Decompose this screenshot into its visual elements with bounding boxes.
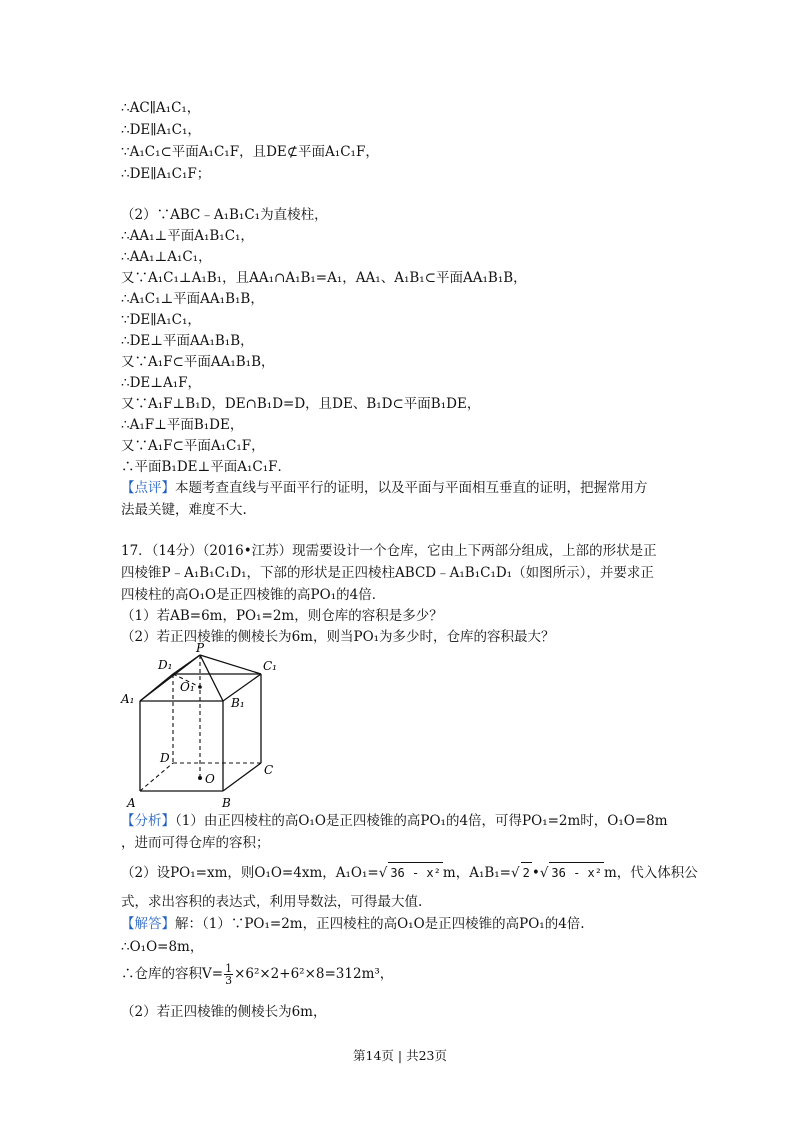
comment-line: 法最关键，难度不大. [121, 502, 247, 518]
problem-text: 四棱柱的高O₁O是正四棱锥的高PO₁的4倍． [121, 587, 386, 603]
proof-line: ∵A₁C₁⊂平面A₁C₁F，且DE⊄平面A₁C₁F， [121, 144, 379, 160]
proof-line: ∴DE∥A₁C₁， [121, 122, 201, 138]
analysis-text: （1）由正四棱柱的高O₁O是正四棱锥的高PO₁的4倍，可得PO₁=2m时，O₁O=8m [175, 813, 668, 829]
page-footer: 第14页 | 共23页 [353, 1048, 447, 1063]
label-C: C [264, 763, 274, 777]
proof-line: ∴DE⊥A₁F， [121, 375, 201, 391]
analysis-text: • [531, 865, 540, 881]
proof-line: ∴AA₁⊥平面A₁B₁C₁， [121, 228, 254, 244]
proof-line: ∴AC∥A₁C₁， [121, 100, 201, 116]
analysis-tag: 【分析】 [121, 813, 175, 829]
warehouse-figure [118, 641, 288, 811]
analysis-line: 式，求出容积的表达式，利用导数法，可得最大值. [121, 894, 423, 910]
proof-line: ∵DE∥A₁C₁， [121, 312, 201, 328]
comment-text: 本题考查直线与平面平行的证明，以及平面与平面相互垂直的证明，把握常用方 [175, 480, 648, 496]
proof-line: 又∵A₁C₁⊥A₁B₁，且AA₁∩A₁B₁=A₁，AA₁、A₁B₁⊂平面AA₁B₁B， [121, 270, 527, 286]
analysis-text: （2）设PO₁=xm，则O₁O=4xm，A₁O₁= [121, 865, 379, 881]
label-D1: D₁ [158, 658, 173, 672]
label-D: D [160, 751, 170, 765]
label-O: O [205, 772, 215, 786]
solution-line: （2）若正四棱锥的侧棱长为6m， [121, 1004, 327, 1020]
proof-line: ∴A₁F⊥平面B₁DE， [121, 417, 244, 433]
proof-line: 又∵A₁F⊂平面AA₁B₁B， [121, 354, 275, 370]
comment-tag: 【点评】 [121, 480, 175, 496]
solution-line: ∴O₁O=8m， [121, 939, 204, 955]
solution-text: 解：（1）∵PO₁=2m，正四棱柱的高O₁O是正四棱锥的高PO₁的4倍. [175, 916, 585, 932]
proof-line: ∴DE⊥平面AA₁B₁B， [121, 333, 254, 349]
label-B: B [222, 796, 231, 810]
solution-line [121, 914, 585, 934]
fraction-denominator: 3 [225, 974, 233, 987]
analysis-text: m，代入体积公 [604, 865, 698, 881]
proof-line: 又∵A₁F⊥B₁D，DE∩B₁D=D，且DE、B₁D⊂平面B₁DE， [121, 396, 481, 412]
analysis-line: ，进而可得仓库的容积； [121, 835, 270, 851]
comment-line [121, 478, 648, 498]
label-A1: A₁ [121, 692, 135, 706]
problem-text: 17．（14分）（2016•江苏）现需要设计一个仓库，它由上下两部分组成，上部的形状是正 [121, 543, 657, 559]
proof-line: ∴AA₁⊥A₁C₁， [121, 249, 212, 265]
proof-line: ∴DE∥A₁C₁F； [121, 166, 211, 182]
label-A: A [127, 796, 136, 810]
fraction-numerator: 1 [225, 962, 233, 975]
fraction [224, 963, 233, 986]
analysis-line: （2）设PO₁=xm，则O₁O=4xm，A₁O₁=√ 36 - x² m，A₁B₁=√ 2 •√ 36 - x² m，代入体积公 [121, 862, 698, 883]
solution-line [121, 963, 393, 986]
proof-line: （2）∵ABC﹣A₁B₁C₁为直棱柱， [121, 207, 328, 223]
problem-question: （2）若正四棱锥的侧棱长为6m，则当PO₁为多少时，仓库的容积最大？ [121, 629, 555, 645]
proof-line: ∴A₁C₁⊥平面AA₁B₁B， [121, 291, 264, 307]
sqrt-expression: 36 - x² [388, 862, 443, 883]
label-C1: C₁ [263, 659, 277, 673]
label-O1: O₁ [180, 680, 195, 694]
solution-text: ×6²×2+6²×8=312m³， [234, 966, 394, 982]
sqrt-expression: 2 [521, 862, 532, 883]
label-B1: B₁ [231, 696, 245, 710]
sqrt-expression: 36 - x² [549, 862, 604, 883]
solution-text: ∴仓库的容积V= [121, 966, 224, 982]
analysis-text: m，A₁B₁= [442, 865, 511, 881]
proof-line: 又∵A₁F⊂平面A₁C₁F， [121, 438, 265, 454]
problem-text: 四棱锥P﹣A₁B₁C₁D₁，下部的形状是正四棱柱ABCD﹣A₁B₁C₁D₁（如图所示），并要求正 [121, 565, 654, 581]
proof-line: ∴平面B₁DE⊥平面A₁C₁F． [121, 459, 291, 475]
analysis-line [121, 811, 668, 831]
solution-tag: 【解答】 [121, 916, 175, 932]
problem-question: （1）若AB=6m，PO₁=2m，则仓库的容积是多少？ [121, 608, 443, 624]
label-P: P [196, 641, 205, 655]
